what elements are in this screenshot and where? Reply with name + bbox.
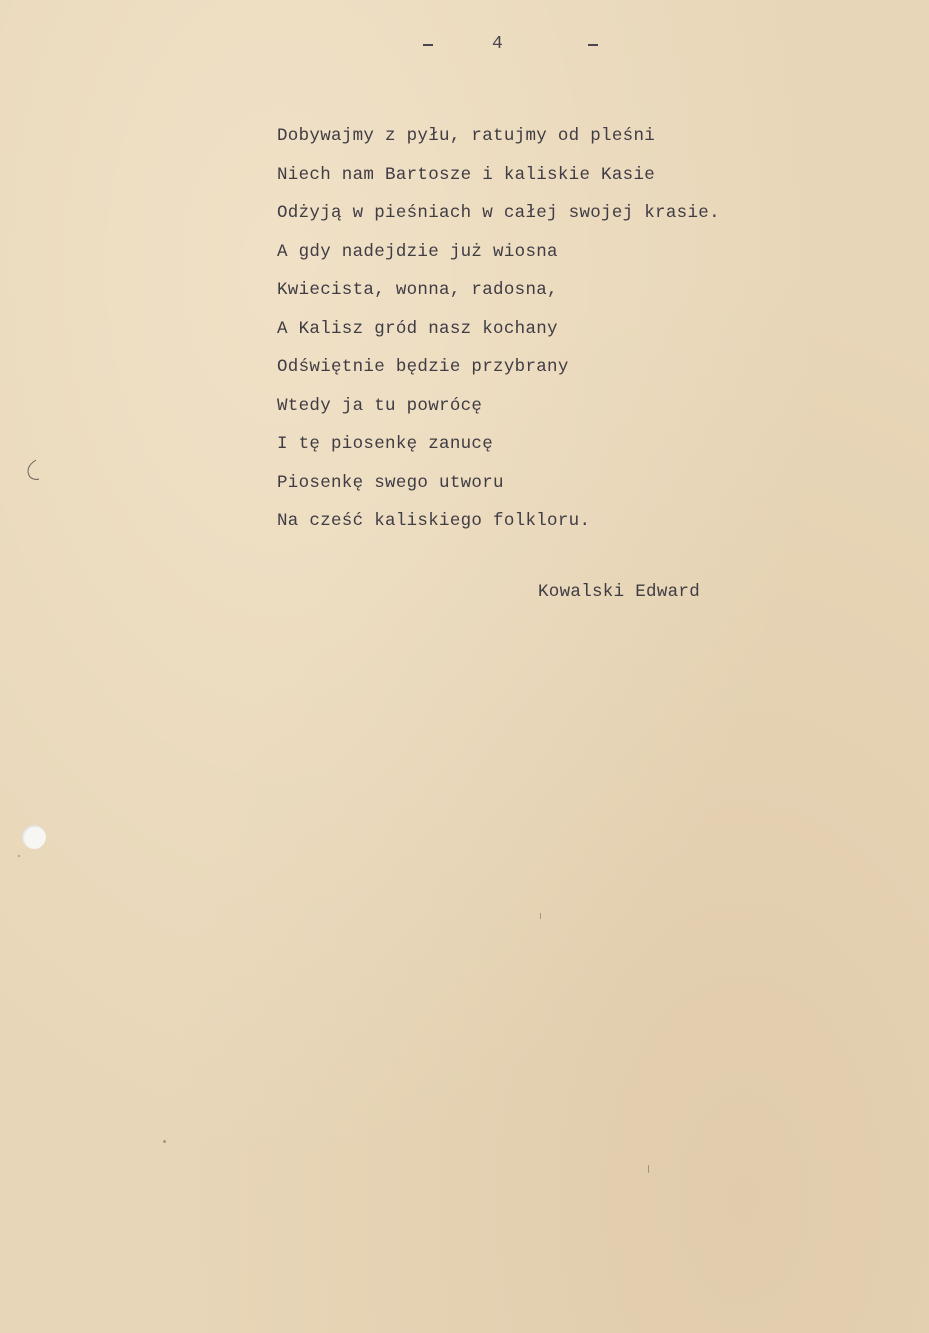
- page-number: 4: [492, 34, 503, 54]
- poem-line: Na cześć kaliskiego folkloru.: [277, 511, 591, 531]
- paper-speck: [163, 1140, 166, 1143]
- poem-line: Wtedy ja tu powrócę: [277, 395, 483, 416]
- poem-line: Dobywajmy z pyłu, ratujmy od pleśni: [277, 126, 656, 146]
- poem-line: Odświętnie będzie przybrany: [277, 357, 569, 377]
- poem-text: [277, 117, 720, 541]
- poem-line: Odżyją w pieśniach w całej swojej krasie.: [277, 203, 720, 223]
- paper-speck: [18, 855, 20, 857]
- poem-line: I tę piosenkę zanucę: [277, 434, 494, 454]
- page-number-dash-left: [423, 44, 433, 46]
- paper-speck: [648, 1165, 649, 1173]
- author-signature: Kowalski Edward: [538, 582, 701, 602]
- page-number-header: [0, 32, 929, 58]
- poem-line: A Kalisz gród nasz kochany: [277, 318, 558, 339]
- poem-line: A gdy nadejdzie już wiosna: [277, 241, 558, 262]
- poem-line: Niech nam Bartosze i kaliskie Kasie: [277, 164, 656, 185]
- margin-pencil-mark: [22, 457, 40, 483]
- punch-hole: [22, 825, 46, 849]
- poem-line: Piosenkę swego utworu: [277, 472, 504, 493]
- poem-line: Kwiecista, wonna, radosna,: [277, 280, 558, 300]
- paper-speck: [540, 913, 541, 919]
- page-number-dash-right: [588, 44, 598, 46]
